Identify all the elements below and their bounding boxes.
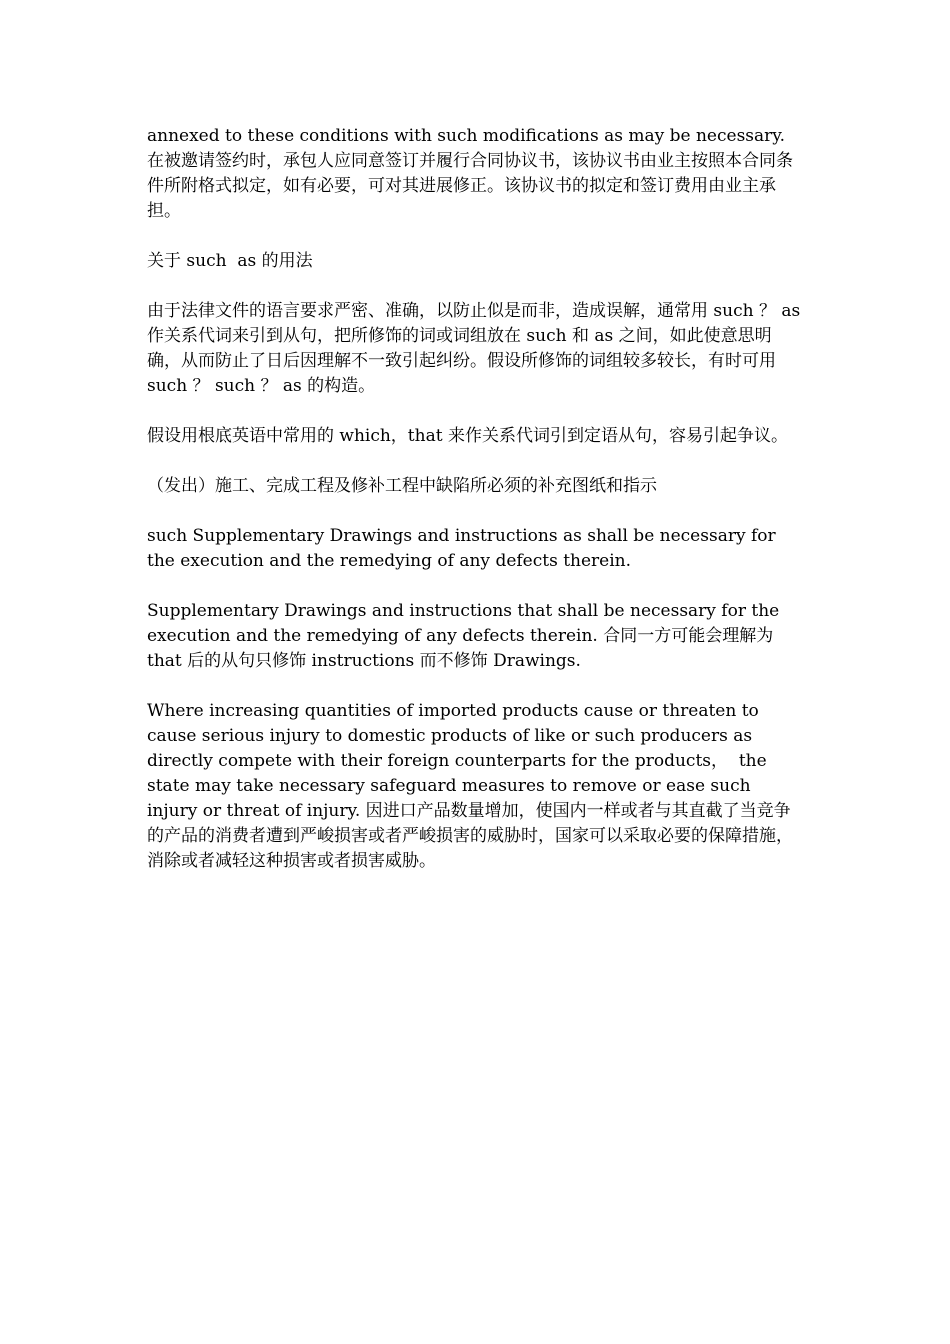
paragraph-chinese-example: （发出）施工、完成工程及修补工程中缺陷所必须的补充图纸和指示 <box>147 476 657 496</box>
paragraph-safeguard-example: Where increasing quantities of imported products cause or threaten to cause serious injury to domestic products of like or such producers as directly compete with their foreign counterparts for the products， the state may take necessary safeguard measures to remove or ease such injury or threat of injury. 因进口产品数量增加，使国内一样或者与其直截了当竞争的产品的消费者遭到严峻损害或者严峻损害的威胁时，国家可以采取必要的保障措施，消除或者减轻这种损害或者损害威胁。 <box>147 701 793 871</box>
document-page <box>147 124 806 899</box>
paragraph-such-example: such Supplementary Drawings and instructions as shall be necessary for the execution and the remedying of any defects therein. <box>147 526 782 571</box>
paragraph-such-as-explanation: 由于法律文件的语言要求严密、准确，以防止似是而非，造成误解，通常用 such ？ as 作关系代词来引到从句，把所修饰的词或词组放在 such 和 as 之间，如此使意思明确，从而防止了日后因理解不一致引起纠纷。假设所修饰的词组较多较长，有时可用 such ？ such ？ as 的构造。 <box>147 301 806 396</box>
paragraph-which-that-note: 假设用根底英语中常用的 which，that 来作关系代词引到定语从句，容易引起争议。 <box>147 426 788 446</box>
paragraph-such-as-heading: 关于 such as 的用法 <box>147 251 313 271</box>
paragraph-agreement-translation: annexed to these conditions with such modifications as may be necessary. 在被邀请签约时，承包人应同意签订并履行合同协议书，该协议书由业主按照本合同条件所附格式拟定，如有必要，可对其进展修正。该协议书的拟定和签订费用由业主承担。 <box>147 126 793 221</box>
paragraph-that-example: Supplementary Drawings and instructions that shall be necessary for the execution and the remedying of any defects therein. 合同一方可能会理解为 that 后的从句只修饰 instructions 而不修饰 Drawings. <box>147 601 785 671</box>
